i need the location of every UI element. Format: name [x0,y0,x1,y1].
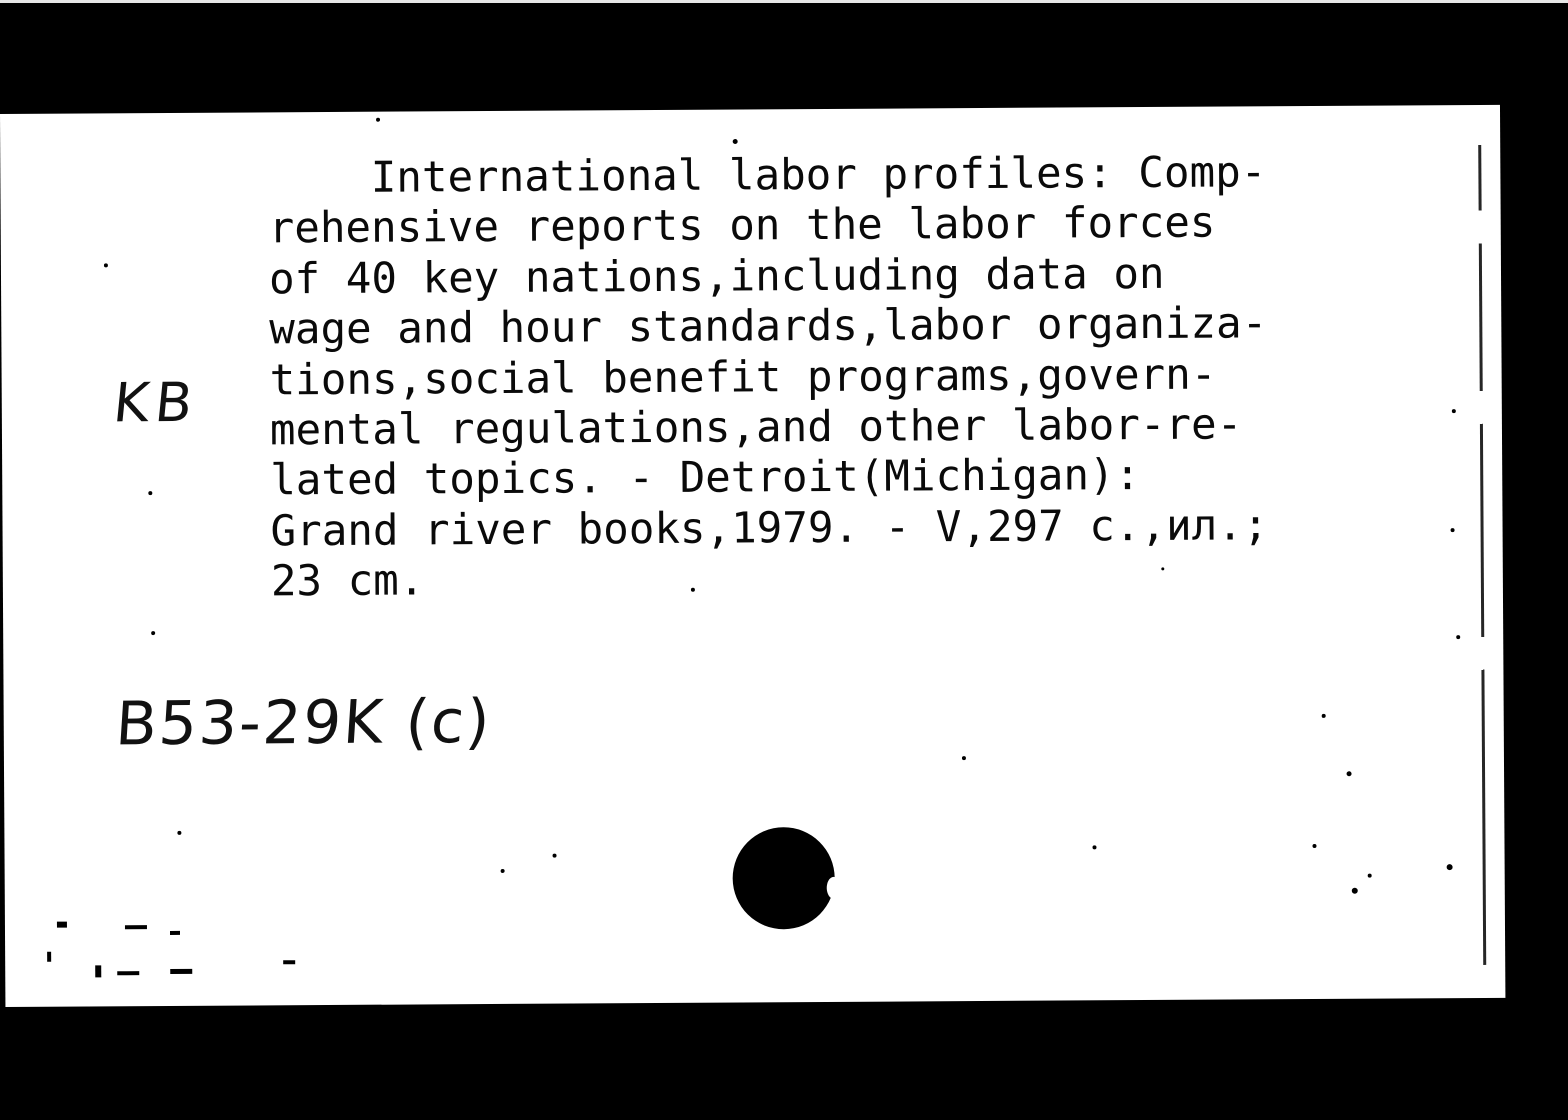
description-line: Grand river books,1979. - V,297 c.,ил.; [270,501,1269,557]
handwritten-mark: KB [110,370,202,435]
catalog-card [0,105,1505,1007]
description-line: tions,social benefit programs,govern- [269,350,1217,405]
bibliographic-description [268,148,1269,608]
description-line: of 40 key nations,including data on [268,249,1165,305]
description-line: International labor profiles: Comp- [268,148,1267,204]
description-line: mental regulations,and other labor-re- [269,400,1243,456]
scan-top-edge [0,0,1568,3]
handwritten-call-number: B53-29K (c) [113,686,494,760]
punch-hole [732,827,835,930]
description-line: lated topics. - Detroit(Michigan): [270,451,1141,506]
card-edge-shadow [1478,145,1486,965]
description-line: wage and hour standards,labor organiza- [269,299,1268,355]
description-line: 23 cm. [270,556,425,607]
description-line: rehensive reports on the labor forces [268,198,1216,254]
